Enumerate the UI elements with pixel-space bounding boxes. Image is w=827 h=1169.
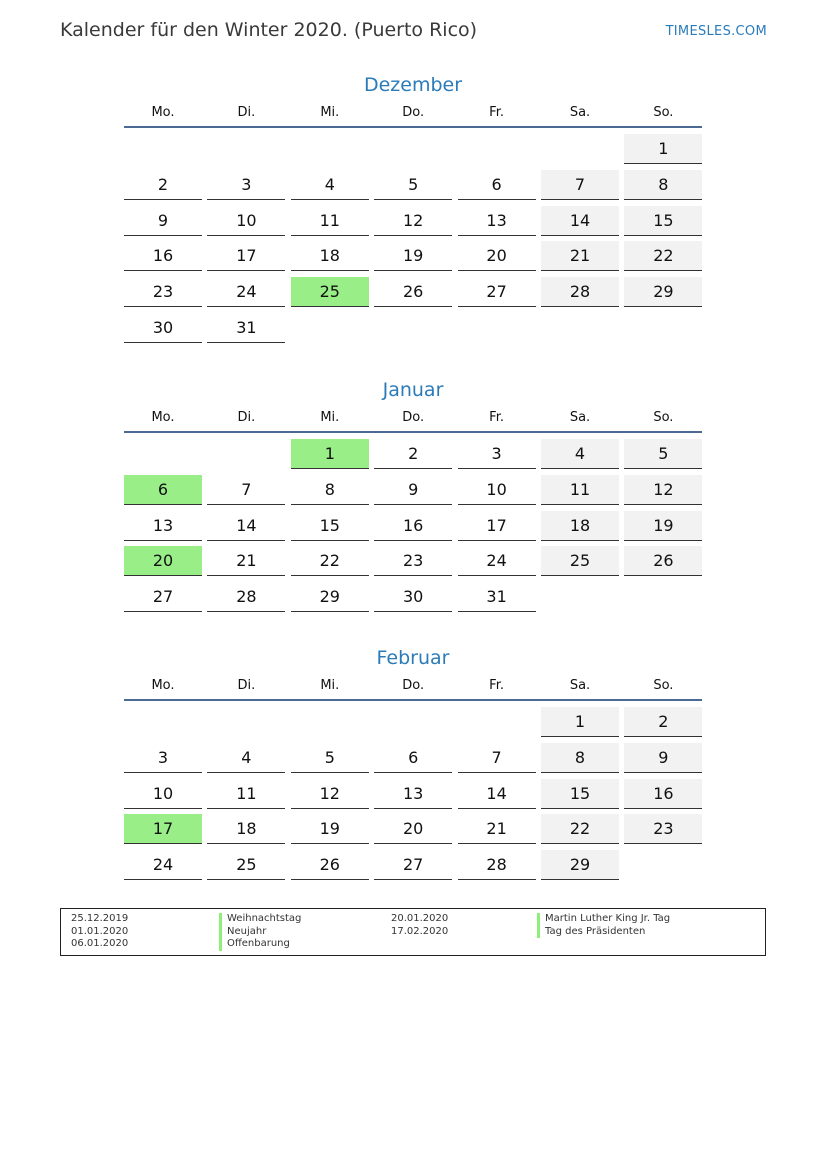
day-cell[interactable]: 19	[291, 814, 369, 844]
day-cell[interactable]: 9	[624, 743, 702, 773]
legend-holiday-name: Weihnachtstag	[219, 913, 301, 926]
weekday-label: Do.	[402, 678, 425, 693]
holiday-day-cell[interactable]: 17	[124, 814, 202, 844]
day-cell[interactable]: 28	[541, 277, 619, 307]
day-cell[interactable]: 18	[207, 814, 285, 844]
day-cell[interactable]: 3	[458, 439, 536, 469]
day-cell[interactable]: 2	[624, 707, 702, 737]
day-cell[interactable]: 1	[624, 134, 702, 164]
weekday-label: Do.	[402, 410, 425, 425]
day-cell[interactable]: 5	[624, 439, 702, 469]
weekday-label: Mi.	[320, 678, 340, 693]
legend-holiday-name: Martin Luther King Jr. Tag	[537, 913, 670, 926]
day-cell[interactable]: 12	[291, 779, 369, 809]
day-cell[interactable]: 22	[624, 241, 702, 271]
holiday-day-cell[interactable]: 6	[124, 475, 202, 505]
weekday-label: Di.	[237, 105, 256, 120]
weekday-label: Sa.	[569, 105, 591, 120]
day-cell[interactable]: 3	[124, 743, 202, 773]
day-cell[interactable]: 5	[291, 743, 369, 773]
weekday-label: Fr.	[489, 410, 504, 425]
day-cell[interactable]: 4	[291, 170, 369, 200]
weekday-label: So.	[653, 105, 674, 120]
day-cell[interactable]: 24	[207, 277, 285, 307]
day-cell[interactable]: 16	[124, 241, 202, 271]
weekday-label: Di.	[237, 410, 256, 425]
day-cell[interactable]: 23	[624, 814, 702, 844]
holiday-day-cell[interactable]: 25	[291, 277, 369, 307]
day-cell[interactable]: 3	[207, 170, 285, 200]
day-cell[interactable]: 21	[458, 814, 536, 844]
legend-right-dates	[391, 913, 448, 938]
day-cell[interactable]: 13	[374, 779, 452, 809]
day-cell[interactable]: 27	[458, 277, 536, 307]
day-cell[interactable]: 29	[624, 277, 702, 307]
month-januar	[124, 375, 702, 607]
weekday-label: Mo.	[151, 678, 175, 693]
day-cell[interactable]: 30	[374, 582, 452, 612]
legend-left-names	[219, 913, 301, 951]
day-cell[interactable]: 25	[207, 850, 285, 880]
day-cell[interactable]: 31	[458, 582, 536, 612]
weekday-header	[124, 405, 702, 433]
weekday-label: So.	[653, 678, 674, 693]
day-cell[interactable]: 23	[374, 546, 452, 576]
weekday-header	[124, 673, 702, 701]
legend-right-names	[537, 913, 670, 938]
day-cell[interactable]: 16	[624, 779, 702, 809]
day-cell[interactable]: 16	[374, 511, 452, 541]
weekday-label: Mi.	[320, 105, 340, 120]
day-cell[interactable]: 27	[374, 850, 452, 880]
page-title: Kalender für den Winter 2020. (Puerto Rico)	[60, 19, 478, 41]
day-cell[interactable]: 2	[374, 439, 452, 469]
day-cell[interactable]: 8	[624, 170, 702, 200]
weekday-label: So.	[653, 410, 674, 425]
day-cell[interactable]: 29	[541, 850, 619, 880]
day-cell[interactable]: 15	[291, 511, 369, 541]
month-dezember	[124, 70, 702, 337]
day-cell[interactable]: 24	[124, 850, 202, 880]
day-cell[interactable]: 29	[291, 582, 369, 612]
day-cell[interactable]: 26	[291, 850, 369, 880]
weekday-label: Fr.	[489, 678, 504, 693]
day-cell[interactable]: 28	[458, 850, 536, 880]
legend-holiday-name: Neujahr	[219, 926, 301, 939]
legend-date: 25.12.2019	[71, 913, 129, 924]
day-cell[interactable]: 4	[541, 439, 619, 469]
day-cell[interactable]: 19	[374, 241, 452, 271]
day-cell[interactable]: 14	[541, 206, 619, 236]
legend-date: 06.01.2020	[71, 938, 129, 949]
day-cell[interactable]: 22	[541, 814, 619, 844]
day-cell[interactable]: 2	[124, 170, 202, 200]
day-cell[interactable]: 18	[541, 511, 619, 541]
day-cell[interactable]: 11	[541, 475, 619, 505]
day-cell[interactable]: 18	[291, 241, 369, 271]
day-cell[interactable]: 9	[124, 206, 202, 236]
month-name: Januar	[382, 379, 444, 401]
weekday-label: Fr.	[489, 105, 504, 120]
day-cell[interactable]: 15	[624, 206, 702, 236]
day-cell[interactable]: 1	[541, 707, 619, 737]
weekday-label: Sa.	[569, 410, 591, 425]
day-cell[interactable]: 21	[207, 546, 285, 576]
legend-holiday-name: Offenbarung	[219, 938, 301, 951]
holiday-legend	[60, 908, 766, 956]
weekday-label: Mo.	[151, 105, 175, 120]
weekday-label: Mo.	[151, 410, 175, 425]
day-cell[interactable]: 15	[541, 779, 619, 809]
day-cell[interactable]: 21	[541, 241, 619, 271]
month-februar	[124, 643, 702, 875]
day-cell[interactable]: 24	[458, 546, 536, 576]
day-cell[interactable]: 7	[458, 743, 536, 773]
holiday-day-cell[interactable]: 20	[124, 546, 202, 576]
day-cell[interactable]: 13	[124, 511, 202, 541]
day-cell[interactable]: 26	[624, 546, 702, 576]
day-cell[interactable]: 12	[624, 475, 702, 505]
day-cell[interactable]: 25	[541, 546, 619, 576]
day-cell[interactable]: 7	[207, 475, 285, 505]
day-cell[interactable]: 17	[207, 241, 285, 271]
day-cell[interactable]: 4	[207, 743, 285, 773]
day-cell[interactable]: 14	[207, 511, 285, 541]
day-cell[interactable]: 10	[207, 206, 285, 236]
month-name: Dezember	[363, 74, 463, 96]
brand-logo-text[interactable]: TIMESLES.COM	[665, 24, 767, 39]
day-cell[interactable]: 8	[291, 475, 369, 505]
day-cell[interactable]: 13	[458, 206, 536, 236]
day-cell[interactable]: 8	[541, 743, 619, 773]
day-cell[interactable]: 5	[374, 170, 452, 200]
legend-date: 20.01.2020	[391, 913, 449, 924]
day-cell[interactable]: 6	[374, 743, 452, 773]
day-cell[interactable]: 30	[124, 313, 202, 343]
day-cell[interactable]: 19	[624, 511, 702, 541]
legend-date: 01.01.2020	[71, 925, 129, 937]
legend-date: 17.02.2020	[391, 925, 449, 937]
day-cell[interactable]: 10	[124, 779, 202, 809]
day-cell[interactable]: 11	[207, 779, 285, 809]
day-cell[interactable]: 11	[291, 206, 369, 236]
weekday-header	[124, 100, 702, 128]
day-cell[interactable]: 31	[207, 313, 285, 343]
legend-holiday-name: Tag des Präsidenten	[537, 926, 670, 939]
day-cell[interactable]: 22	[291, 546, 369, 576]
weekday-label: Mi.	[320, 410, 340, 425]
day-cell[interactable]: 20	[374, 814, 452, 844]
day-cell[interactable]: 6	[458, 170, 536, 200]
day-cell[interactable]: 26	[374, 277, 452, 307]
day-cell[interactable]: 9	[374, 475, 452, 505]
day-cell[interactable]: 28	[207, 582, 285, 612]
day-cell[interactable]: 10	[458, 475, 536, 505]
day-cell[interactable]: 23	[124, 277, 202, 307]
legend-left-dates	[71, 913, 128, 951]
day-cell[interactable]: 14	[458, 779, 536, 809]
day-cell[interactable]: 17	[458, 511, 536, 541]
day-cell[interactable]: 27	[124, 582, 202, 612]
weekday-label: Di.	[237, 678, 256, 693]
weekday-label: Sa.	[569, 678, 591, 693]
day-cell[interactable]: 12	[374, 206, 452, 236]
weekday-label: Do.	[402, 105, 425, 120]
day-cell[interactable]: 20	[458, 241, 536, 271]
day-cell[interactable]: 7	[541, 170, 619, 200]
holiday-day-cell[interactable]: 1	[291, 439, 369, 469]
month-name: Februar	[376, 647, 450, 669]
